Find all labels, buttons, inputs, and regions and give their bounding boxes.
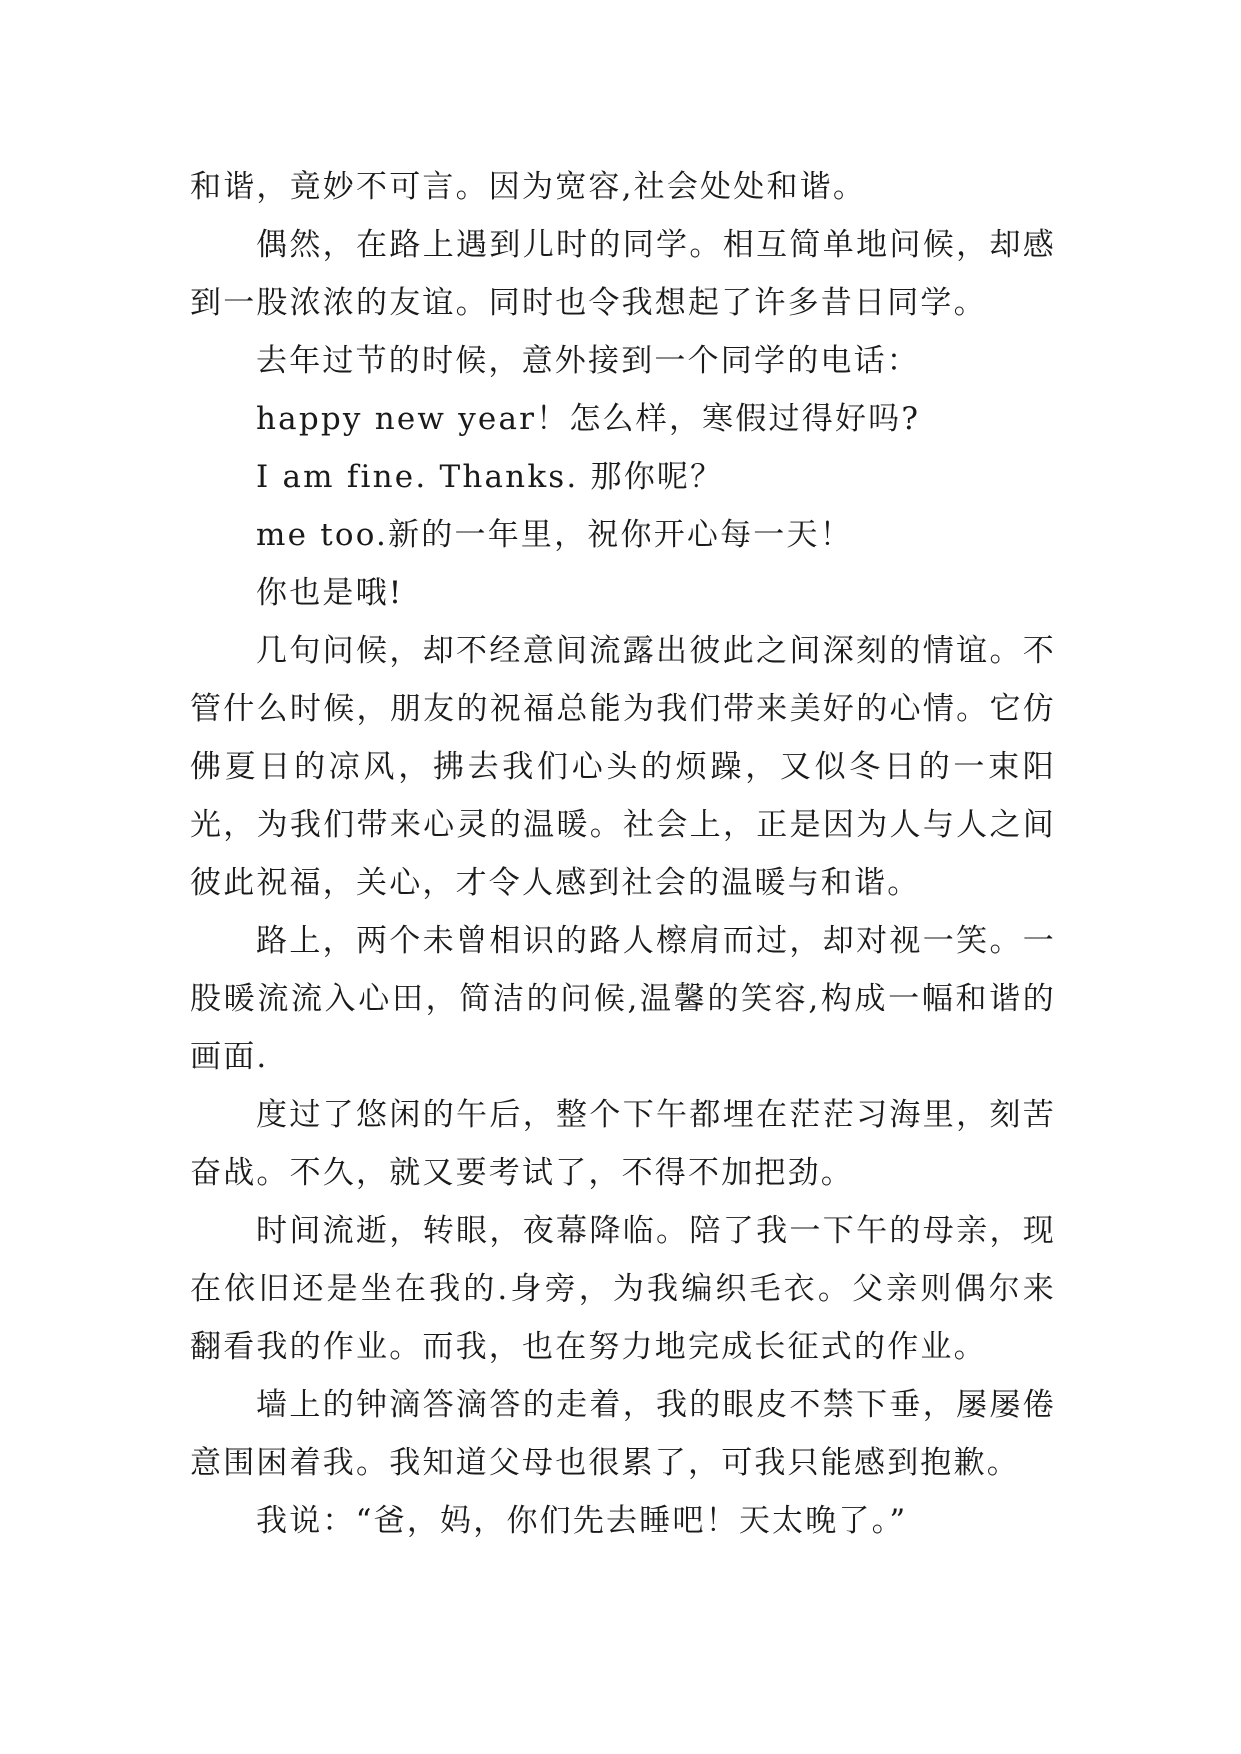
paragraph-13: 我说：“爸，妈，你们先去睡吧！天太晚了。” [256,1503,908,1539]
body-text [190,158,1056,1550]
paragraph-9: 路上，两个未曾相识的路人檫肩而过，却对视一笑。一股暖流流入心田，简洁的问候,温馨的笑容,构成一幅和谐的画面. [190,923,1056,1075]
paragraph-12: 墙上的钟滴答滴答的走着，我的眼皮不禁下垂，屡屡倦意围困着我。我知道父母也很累了，可我只能感到抱歉。 [190,1387,1056,1481]
paragraph-11: 时间流逝，转眼，夜幕降临。陪了我一下午的母亲，现在依旧还是坐在我的.身旁，为我编织毛衣。父亲则偶尔来翻看我的作业。而我，也在努力地完成长征式的作业。 [190,1213,1056,1365]
paragraph-5: I am fine. Thanks. 那你呢？ [256,459,724,495]
paragraph-3: 去年过节的时候，意外接到一个同学的电话： [256,343,920,379]
paragraph-2: 偶然，在路上遇到儿时的同学。相互简单地问候，却感到一股浓浓的友谊。同时也令我想起了许多昔日同学。 [190,227,1056,321]
paragraph-10: 度过了悠闲的午后，整个下午都埋在茫茫习海里，刻苦奋战。不久，就又要考试了，不得不加把劲。 [190,1097,1056,1191]
paragraph-6: me too.新的一年里，祝你开心每一天！ [256,517,853,553]
paragraph-8: 几句问候，却不经意间流露出彼此之间深刻的情谊。不管什么时候，朋友的祝福总能为我们带来美好的心情。它仿佛夏日的凉风，拂去我们心头的烦躁，又似冬日的一束阳光，为我们带来心灵的温暖。社会上，正是因为人与人之间彼此祝福，关心，才令人感到社会的温暖与和谐。 [190,633,1056,901]
paragraph-1: 和谐，竟妙不可言。因为宽容,社会处处和谐。 [190,169,867,205]
paragraph-7: 你也是哦! [256,575,404,611]
paragraph-4: happy new year！怎么样，寒假过得好吗? [256,401,921,437]
